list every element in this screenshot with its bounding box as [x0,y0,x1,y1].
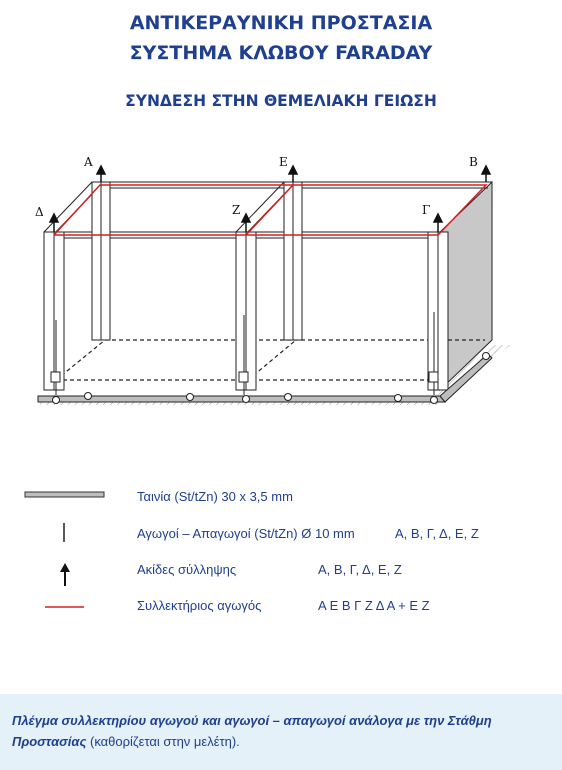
column-back-left [92,182,110,340]
strip-icon [24,490,106,500]
label-point-a: Α [84,155,93,169]
label-point-g: Γ [422,203,431,217]
foundation-dashed [56,340,485,380]
column-front-right [428,232,448,390]
conductor-icon [60,522,70,544]
label-point-b: Β [469,155,478,169]
column-front-mid [236,232,256,390]
earthing-strip [38,353,492,404]
label-point-d: Δ [35,205,44,219]
label-point-z: Ζ [232,203,241,217]
page-subtitle: ΣΥΝΔΕΣΗ ΣΤΗΝ ΘΕΜΕΛΙΑΚΗ ΓΕΙΩΣΗ [125,92,437,110]
legend-conductor-value: Α, Β, Γ, Δ, Ε, Ζ [395,526,479,541]
legend-conductor-label: Αγωγοί – Απαγωγοί (St/tZn) Ø 10 mm [137,526,355,541]
column-back-mid [284,182,302,340]
arrow-up-icon [58,562,72,588]
red-line-icon [44,604,86,610]
legend-arrow-value: Α, Β, Γ, Δ, Ε, Ζ [318,562,402,577]
legend-arrow-label: Ακίδες σύλληψης [137,562,237,577]
faraday-cage-diagram [0,140,562,420]
page-title: ΑΝΤΙΚΕΡΑΥΝΙΚΗ ΠΡΟΣΤΑΣΙΑ [129,12,433,34]
label-point-e: Ε [279,155,288,169]
footer-note-regular: (καθορίζεται στην μελέτη). [86,734,240,749]
legend-collector-label: Συλλεκτήριος αγωγός [137,598,262,613]
page-title-line2: ΣΥΣΤΗΜΑ ΚΛΩΒΟΥ FARADAY [129,42,433,64]
legend-collector-value: Α Ε Β Γ Ζ Δ Α + Ε Ζ [318,598,430,613]
footer-note-bold: Πλέγμα συλλεκτηρίου αγωγού και αγωγοί – απαγωγοί ανάλογα με την Στάθμη Προστασίας [12,713,492,749]
footer-note [0,694,562,770]
air-terminal-arrow [50,166,490,232]
legend-strip-label: Ταινία (St/tZn) 30 x 3,5 mm [137,489,293,504]
column-front-left [44,232,64,390]
